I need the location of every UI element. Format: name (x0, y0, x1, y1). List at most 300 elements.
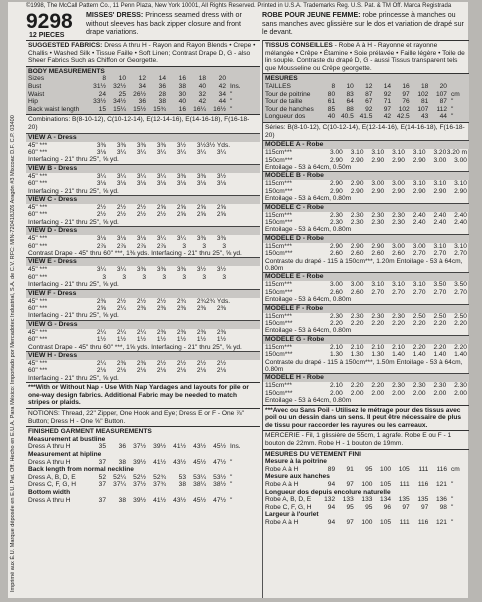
view-yardage (263, 180, 469, 202)
views-en (26, 133, 260, 383)
unit-label (447, 83, 467, 91)
yardage-cell: 2.10 (392, 343, 405, 351)
value-cell: 38¼ (193, 481, 206, 489)
view-block (26, 351, 260, 382)
yardage-cell: 2.90 (330, 156, 343, 164)
yardage-row (265, 149, 467, 156)
yardage-cell: 3¼ (176, 235, 186, 243)
yardage-cell: 2.00 (371, 389, 385, 397)
yardage-cell: 2.50 (412, 312, 426, 320)
yardage-cell: 1½ (176, 336, 186, 344)
value-cell: 37 (98, 481, 106, 489)
yardage-cell: 3.10 (350, 149, 364, 157)
value-cell: 88 (346, 105, 354, 113)
yardage-cell: 1.40 (412, 351, 426, 359)
interfacing-note: Entoilage - 53 à 64cm, 0.80m (265, 226, 352, 234)
value-cell: 116 (417, 481, 429, 489)
interfacing-note: Contrast Drape - 45" thru 60" ***, 1⅜ yds. Interfacing - 21" thru 25", ⅝ yd. (28, 250, 242, 257)
yardage-row (265, 157, 467, 164)
view-block (263, 272, 469, 303)
fabric-width: 150cm*** (265, 187, 293, 195)
measurement-row (28, 83, 258, 91)
yardage-cell: 2½ (96, 211, 106, 219)
interfacing-note: Interfacing - 21" thru 25", ⅝ yd. (28, 156, 119, 164)
yardage-cell: 2.30 (454, 382, 467, 390)
yardage-cell: 2.90 (330, 242, 343, 250)
value-cell: 45½ (213, 443, 226, 451)
measurement-row (28, 75, 258, 83)
yardage-row (265, 219, 467, 226)
value-cell: 31½ (93, 82, 106, 90)
fabric-width: 60" *** (28, 336, 48, 344)
yardage-cell: 2⅞ (116, 242, 126, 250)
yardage-cell: 2⅝ (96, 305, 106, 313)
value-cell: 85 (327, 105, 336, 113)
yardage-cell: 2.30 (350, 312, 364, 320)
yardage-cell: 2.60 (330, 250, 343, 258)
value-cell: 16 (178, 105, 186, 113)
yardage-cell: 3.20 (433, 149, 447, 157)
value-cell: 37¼ (113, 481, 126, 489)
yardage-cell: 2⅜ (176, 328, 186, 336)
yardage-cell: 3¼ (116, 172, 126, 180)
fabric-width: 115cm*** (265, 312, 292, 320)
yardage-row (265, 289, 467, 296)
unit-label: " (450, 519, 454, 526)
yardage-cell: 2.30 (350, 211, 364, 219)
fabric-width: 45" *** (28, 203, 48, 211)
row-label: Waist (28, 90, 45, 98)
row-label: Hip (28, 98, 38, 106)
yardage-cell: 3.00 (392, 242, 405, 250)
value-cell: 133 (361, 496, 373, 504)
unit-label: Ins. (230, 443, 241, 451)
yardage-cell: 2.90 (392, 187, 405, 195)
view-block (263, 203, 469, 234)
measurement-heading: Mesure aux hanches (265, 473, 330, 481)
description-fr (262, 11, 468, 37)
view-block (26, 320, 260, 351)
yardage-row (28, 336, 258, 343)
combinations-en: Combinations: B(8-10-12), C(10-12-14), E(12-14-16), E(14-16-18), F(16-18-20) (26, 114, 260, 132)
row-label: Robe A, B, D, E (265, 496, 312, 504)
unit-label: " (450, 503, 454, 511)
unit-label: Ins. (230, 82, 241, 90)
fabric-width: 45" *** (28, 297, 48, 305)
view-yardage (26, 204, 260, 226)
yardage-cell: 2.70 (412, 250, 426, 258)
yardage-cell: 3.10 (371, 149, 385, 157)
value-cell: 36 (158, 82, 166, 90)
value-cell: 34 (218, 90, 226, 98)
value-cell: 20 (218, 75, 226, 83)
value-cell: 45½ (193, 496, 206, 504)
yardage-cell: 2½ (216, 360, 226, 368)
fabric-width: 45" *** (28, 172, 48, 180)
yardage-cell: 3⅛ (176, 180, 186, 188)
yardage-cell: 3.10 (433, 242, 447, 250)
value-cell: 35 (98, 443, 106, 451)
value-cell: 8 (331, 82, 336, 90)
yardage-cell: 3.50 (454, 281, 467, 289)
yardage-cell: 1.30 (350, 351, 364, 359)
value-cell: 98 (439, 503, 447, 511)
value-cell: 38 (118, 496, 126, 504)
yardage-cell: 3⅜ (176, 266, 186, 274)
value-cell: 15¼ (113, 105, 126, 113)
fabric-width: 150cm*** (265, 320, 293, 328)
yardage-cell: 2.70 (392, 288, 405, 296)
yardage-cell: 3⅜ (136, 141, 146, 149)
yardage-cell: 3 (182, 273, 186, 281)
fabric-width: 115cm*** (265, 382, 292, 390)
pattern-envelope-back (8, 2, 468, 598)
row-label: Tour de taille (265, 98, 303, 106)
yardage-cell: 2.20 (433, 343, 447, 351)
yardage-cell: 2.60 (350, 288, 364, 296)
yardage-cell: 2⅜ (216, 328, 226, 336)
value-cell: 40.5 (340, 113, 354, 121)
yardage-cell: 2½ (156, 360, 166, 368)
view-title: MODELE F - Robe (263, 304, 469, 313)
value-cell: 53¼ (193, 473, 206, 481)
measurement-row (265, 98, 467, 106)
value-cell: 81 (421, 98, 429, 106)
value-cell: 97 (421, 503, 429, 511)
row-label: Back waist length (28, 105, 80, 113)
interfacing-note: Contraste du drapé - 115 à 150cm***, 1.50m Entoilage - 53 à 64cm, 0.80m (265, 358, 463, 374)
fabric-width: 60" *** (28, 367, 48, 375)
fabric-width: 45" *** (28, 266, 48, 274)
view-yardage (26, 173, 260, 195)
yardage-cell: 3.00 (371, 180, 385, 188)
fabric-width: 115cm*** (265, 242, 292, 250)
value-cell: 100 (380, 465, 392, 473)
yardage-cell: 3.00 (330, 149, 343, 157)
value-cell: 94 (327, 481, 336, 489)
fabric-width: 45" *** (28, 141, 48, 149)
yardage-cell: 2½ (136, 297, 146, 305)
value-cell: 92 (383, 90, 392, 98)
value-cell: 47½ (213, 458, 226, 466)
interfacing-note: Entoilage - 53 à 64cm, 0.80m (265, 296, 352, 304)
view-yardage (26, 235, 260, 257)
fabric-width: 115cm*** (265, 211, 292, 219)
notions-fr: MERCERIE - Fil, 1 glissière de 55cm, 1 agrafe. Robe E ou F - 1 bouton de 22mm. Robe H - 1 bouton de 19mm. (263, 430, 469, 448)
value-cell: 18 (421, 82, 429, 90)
row-label: Bust (28, 82, 42, 90)
yardage-cell: 2⅞ (136, 242, 146, 250)
yardage-cell: 3¼ (176, 148, 186, 156)
view-title: VIEW B - Dress (26, 164, 260, 173)
yardage-cell: 2.30 (392, 218, 405, 226)
yardage-cell: 3.20 m (446, 149, 467, 157)
yardage-cell: 2⅝ (156, 203, 166, 211)
fabric-width: 45" *** (28, 360, 48, 368)
view-yardage (263, 212, 469, 234)
yardage-cell: 3¼ (156, 172, 166, 180)
value-cell: 67 (365, 98, 373, 106)
measurement-row (265, 466, 467, 474)
unit-label: " (230, 98, 233, 106)
yardage-cell: 2.70 (454, 288, 467, 296)
yardage-cell: 3¼ (196, 148, 206, 156)
value-cell: 61 (327, 98, 336, 106)
yardage-cell: 3¼ (156, 148, 166, 156)
view-block (26, 257, 260, 288)
value-cell: 38 (158, 98, 166, 106)
value-cell: 12 (365, 82, 373, 90)
yardage-cell: 2⅜ (96, 297, 106, 305)
measurement-row (265, 91, 467, 99)
view-yardage (263, 313, 469, 335)
value-cell: 41.5 (359, 113, 373, 121)
value-cell: 40 (198, 82, 206, 90)
yardage-cell: 3 (222, 242, 226, 250)
yardage-cell: 3.10 (392, 149, 405, 157)
value-cell: 95 (365, 465, 373, 473)
value-cell: 71 (383, 98, 392, 106)
yardage-row (28, 305, 258, 312)
view-title: MODELE D - Robe (263, 234, 469, 243)
value-cell: 43½ (173, 458, 186, 466)
yardage-cell: 2.70 (371, 288, 385, 296)
yardage-cell: 3.10 (392, 281, 405, 289)
view-block (26, 195, 260, 226)
view-block (263, 171, 469, 202)
yardage-cell: 1.30 (330, 351, 343, 359)
yardage-cell: 3¼ (96, 266, 106, 274)
value-cell: 100 (361, 519, 373, 526)
value-cell: 38½ (213, 481, 226, 489)
yardage-cell: 2.30 (412, 382, 426, 390)
yardage-cell: 3 (162, 273, 166, 281)
desc-fr: robe princesse à manches ou sans manches avec glissière sur le dos et variation de drapé sur le devant. (262, 11, 464, 37)
yardage-cell: 2.90 (392, 156, 405, 164)
value-cell: 107 (417, 105, 429, 113)
view-yardage (26, 329, 260, 351)
yardage-row (28, 142, 258, 149)
value-cell: 52 (98, 473, 106, 481)
measurement-heading: Back length from normal neckline (28, 466, 134, 474)
unit-label (226, 75, 248, 83)
yardage-cell: 3.10 (412, 281, 426, 289)
unit-label: " (230, 481, 233, 489)
yardage-cell: 2¼ (116, 328, 126, 336)
yardage-row (265, 180, 467, 187)
value-cell: 97 (402, 90, 410, 98)
yardage-cell: 2⅞ (156, 242, 166, 250)
value-cell: 42.5 (396, 113, 410, 121)
yardage-cell: 2.60 (392, 250, 405, 258)
value-cell: 34½ (113, 98, 126, 106)
measurement-row (265, 519, 467, 527)
view-title: VIEW A - Dress (26, 133, 260, 142)
yardage-cell: 2½ (116, 297, 126, 305)
view-block (26, 164, 260, 195)
yardage-cell: 2⅛ (136, 367, 146, 375)
yardage-row (265, 382, 467, 389)
yardage-cell: 2.30 (350, 218, 364, 226)
measurement-heading: Measurement at hipline (28, 451, 102, 459)
yardage-cell: 2¾ Yds. (206, 297, 231, 305)
yardage-cell: 1½ (96, 336, 106, 344)
yardage-row (265, 313, 467, 320)
view-title: MODELE A - Robe (263, 140, 469, 149)
view-title: VIEW C - Dress (26, 195, 260, 204)
row-label: Tour de hanches (265, 105, 314, 113)
yardage-cell: 2.30 (371, 312, 385, 320)
yardage-cell: 2⅝ (176, 211, 186, 219)
yardage-cell: 3⅜ (196, 235, 206, 243)
yardage-cell: 3 (182, 242, 186, 250)
yardage-row (265, 212, 467, 219)
value-cell: 10 (118, 75, 126, 83)
unit-label: " (230, 105, 233, 113)
measurement-row (265, 83, 467, 91)
yardage-cell: 2½ (96, 203, 106, 211)
title-fr: ROBE POUR JEUNE FEMME: (262, 11, 361, 19)
value-cell: 38 (178, 82, 186, 90)
yardage-cell: 2¼ (96, 360, 106, 368)
yardage-cell: 2.30 (433, 382, 447, 390)
row-label: Dress A, B, D, E (28, 473, 76, 481)
section-title: BODY MEASUREMENTS (28, 67, 105, 75)
yardage-cell: 3⅛ (136, 180, 146, 188)
value-cell: 42 (218, 82, 226, 90)
interfacing-note: Interfacing - 21" thru 25", ⅝ yd. (28, 187, 119, 195)
view-title: VIEW E - Dress (26, 257, 260, 266)
value-cell: 37 (98, 458, 106, 466)
yardage-cell: 2⅜ (136, 305, 146, 313)
yardage-cell: 2½ (136, 203, 146, 211)
yardage-cell: 2.00 (412, 389, 426, 397)
interfacing-note: Interfacing - 21" thru 25", ⅝ yd. (28, 281, 119, 289)
fabric-width: 60" *** (28, 180, 48, 188)
measurement-row (265, 481, 467, 489)
yardage-cell: 2⅝ (176, 203, 186, 211)
interfacing-note: Contraste du drapé - 115 à 150cm***, 1.20m Entoilage - 53 à 64cm, 0.80m (265, 257, 463, 272)
value-cell: 52¼ (113, 473, 126, 481)
yardage-cell: 2.60 (330, 288, 343, 296)
value-cell: 94 (327, 503, 336, 511)
measurement-row (265, 106, 467, 114)
fabric-width: 150cm*** (265, 351, 293, 359)
value-cell: 33½ (93, 98, 106, 106)
yardage-cell: 3 (222, 273, 226, 281)
view-block (263, 140, 469, 171)
fabric-width: 150cm*** (265, 288, 293, 296)
row-label: Dress C, F, G, H (28, 481, 76, 489)
view-title: MODELE E - Robe (263, 272, 469, 281)
value-cell: 41½ (153, 458, 166, 466)
measurement-row (28, 497, 258, 505)
unit-label: " (450, 481, 454, 489)
fabric-width: 115cm*** (265, 343, 292, 351)
yardage-cell: 2.40 (454, 218, 467, 226)
yardage-cell: 2⅛ (216, 367, 226, 375)
yardage-cell: 2⅝ (216, 203, 226, 211)
yardage-cell: 3.10 (371, 281, 385, 289)
row-label: TAILLES (265, 82, 291, 90)
value-cell: 91 (346, 465, 354, 473)
yardage-cell: 1½ (136, 336, 146, 344)
yardage-cell: 2¾ (196, 297, 206, 305)
yardage-cell: 2.20 (350, 382, 364, 390)
yardage-row (28, 211, 258, 218)
yardage-cell: 2.60 (371, 250, 385, 258)
value-cell: 111 (399, 519, 410, 526)
value-cell: 97 (346, 519, 354, 526)
row-label: Dress A thru H (28, 458, 71, 466)
unit-label: " (230, 90, 233, 98)
yardage-cell: 3.10 (454, 180, 467, 188)
yardage-cell: 3.10 (412, 149, 426, 157)
unit-label: " (450, 113, 454, 121)
yardage-cell: 2.90 (350, 156, 364, 164)
view-title: MODELE H - Robe (263, 373, 469, 382)
yardage-row (265, 320, 467, 327)
value-cell: 42 (383, 113, 392, 121)
row-label: Sizes (28, 75, 45, 83)
yardage-cell: 2.30 (330, 218, 343, 226)
value-cell: 136 (435, 496, 447, 504)
yardage-cell: 3⅜ (96, 141, 106, 149)
measurement-row (28, 91, 258, 99)
measurement-heading: Measurement at bustline (28, 435, 106, 443)
yardage-cell: 1.40 (392, 351, 405, 359)
unit-label: " (450, 105, 454, 113)
value-cell: 43½ (193, 443, 206, 451)
value-cell: 135 (398, 496, 410, 504)
yardage-cell: 2¼ (136, 328, 146, 336)
yardage-row (265, 243, 467, 250)
yardage-cell: 2.20 (454, 320, 467, 328)
yardage-cell: 2.90 (330, 180, 343, 188)
yardage-cell: 2.10 (350, 343, 364, 351)
value-cell: 37¾ (153, 481, 166, 489)
description-en (86, 11, 254, 37)
view-block (263, 234, 469, 273)
unit-label: " (230, 473, 233, 481)
value-cell: 112 (436, 105, 447, 113)
yardage-row (28, 360, 258, 367)
yardage-cell: 2⅛ (116, 367, 126, 375)
value-cell: 107 (435, 90, 447, 98)
value-cell: 95 (346, 503, 354, 511)
measurement-row (28, 106, 258, 114)
yardage-cell: 2.70 (412, 288, 426, 296)
yardage-cell: 3½ (176, 141, 186, 149)
yardage-cell: 3 (122, 273, 126, 281)
value-cell: 47½ (213, 496, 226, 504)
value-cell: 16 (402, 82, 410, 90)
value-cell: 121 (435, 481, 447, 489)
view-yardage (26, 266, 260, 288)
value-cell: 26½ (133, 90, 146, 98)
nap-note-en: ***With or Without Nap - Use With Nap Yardages and layouts for pile or one-way design fabrics. Additional Fabric may be needed to match stripes or plaids. (26, 382, 260, 408)
section-title: MESURES (265, 75, 298, 83)
unit-label: cm (450, 465, 460, 473)
measurement-heading: Longueur dos depuis encolure naturelle (265, 488, 391, 496)
view-title: MODELE B - Robe (263, 171, 469, 180)
yardage-cell: 3⅜ (156, 266, 166, 274)
view-block (26, 226, 260, 257)
value-cell: 95 (365, 503, 373, 511)
value-cell: 8 (102, 75, 106, 83)
value-cell: 105 (380, 519, 392, 526)
yardage-cell: 2.90 (433, 187, 447, 195)
